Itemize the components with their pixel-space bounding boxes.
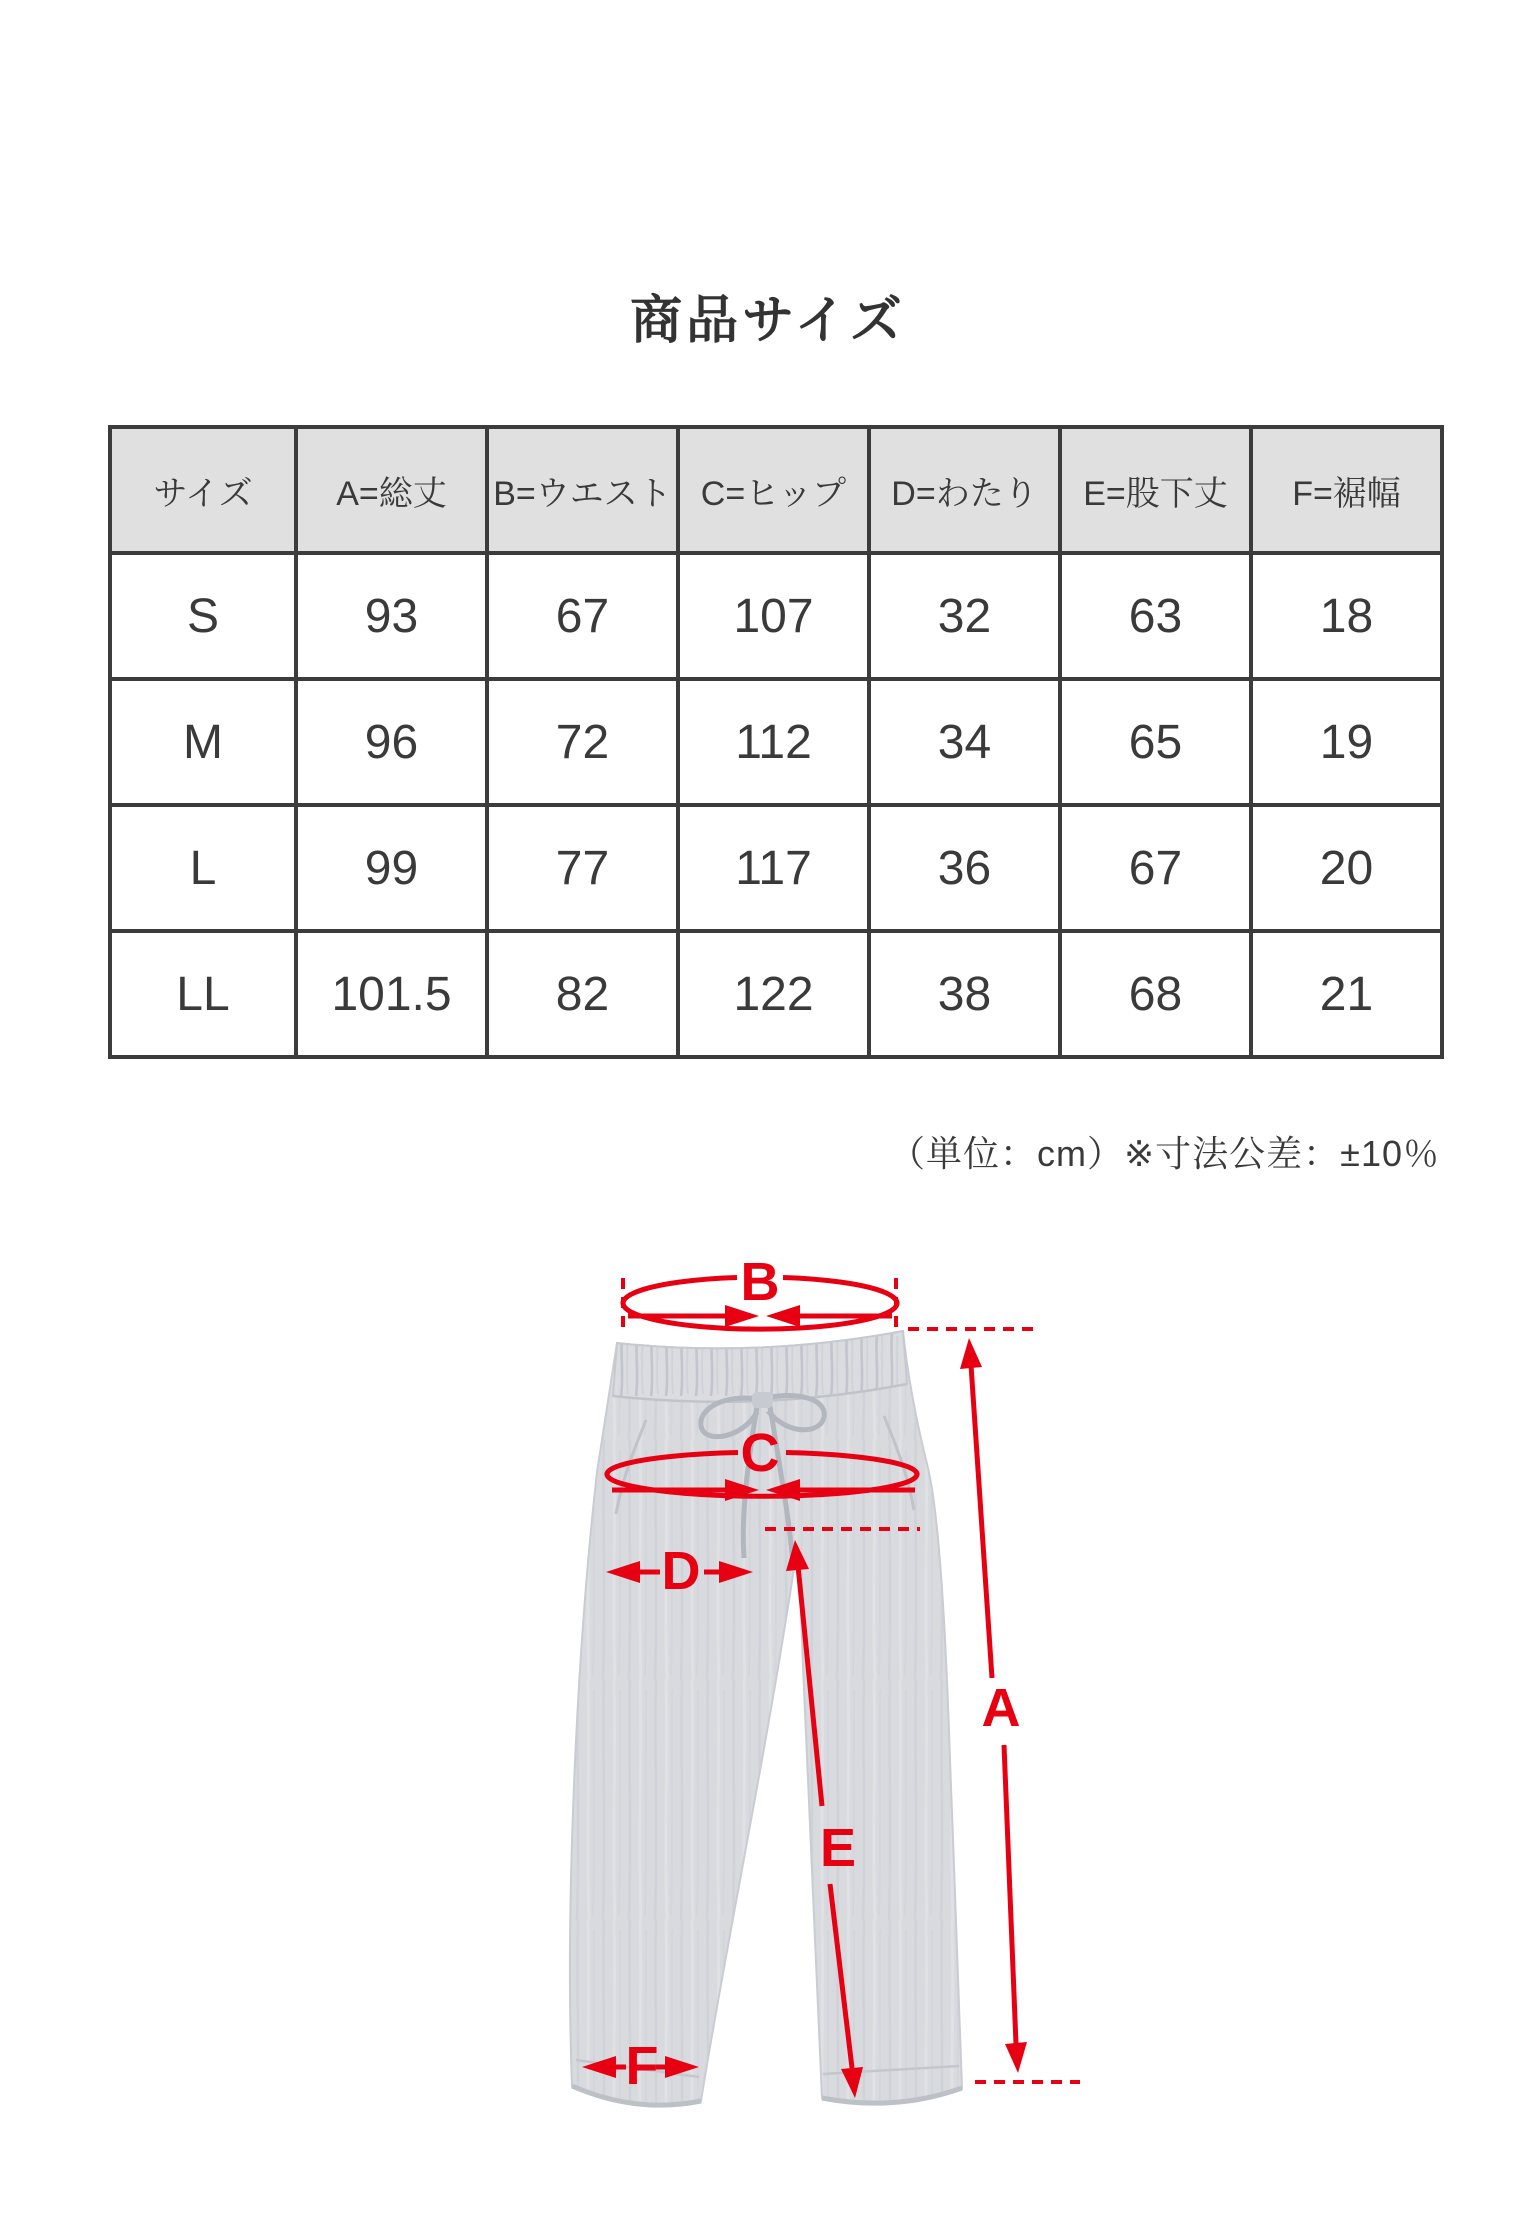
column-header-a: A=総丈 xyxy=(296,427,487,553)
label-e: E xyxy=(819,1818,857,1878)
column-header-c: C=ヒップ xyxy=(678,427,869,553)
measure-a-arrowhead-top xyxy=(960,1338,982,1369)
value-cell: 96 xyxy=(296,679,487,805)
column-header-d: D=わたり xyxy=(869,427,1060,553)
value-cell: 107 xyxy=(678,553,869,679)
label-d: D xyxy=(661,1541,701,1601)
column-header-size: サイズ xyxy=(110,427,296,553)
value-cell: 82 xyxy=(487,931,678,1057)
label-c: C xyxy=(740,1423,780,1483)
size-cell: L xyxy=(110,805,296,931)
label-b: B xyxy=(740,1252,780,1312)
label-a: A xyxy=(981,1678,1021,1738)
value-cell: 67 xyxy=(487,553,678,679)
value-cell: 93 xyxy=(296,553,487,679)
value-cell: 68 xyxy=(1060,931,1251,1057)
value-cell: 67 xyxy=(1060,805,1251,931)
value-cell: 122 xyxy=(678,931,869,1057)
value-cell: 36 xyxy=(869,805,1060,931)
value-cell: 34 xyxy=(869,679,1060,805)
measure-a-arrowhead-bottom xyxy=(1005,2042,1027,2073)
value-cell: 117 xyxy=(678,805,869,931)
column-header-f: F=裾幅 xyxy=(1251,427,1442,553)
column-header-e: E=股下丈 xyxy=(1060,427,1251,553)
size-cell: S xyxy=(110,553,296,679)
label-f: F xyxy=(625,2036,659,2096)
drawstring-knot xyxy=(752,1392,773,1408)
value-cell: 101.5 xyxy=(296,931,487,1057)
value-cell: 21 xyxy=(1251,931,1442,1057)
value-cell: 65 xyxy=(1060,679,1251,805)
value-cell: 112 xyxy=(678,679,869,805)
value-cell: 20 xyxy=(1251,805,1442,931)
value-cell: 38 xyxy=(869,931,1060,1057)
size-cell: M xyxy=(110,679,296,805)
column-header-b: B=ウエスト xyxy=(487,427,678,553)
measure-a-line-bottom xyxy=(1004,1745,1016,2044)
unit-note: （単位：cm）※寸法公差：±10％ xyxy=(889,1133,1440,1174)
value-cell: 99 xyxy=(296,805,487,931)
measure-a-line-top xyxy=(971,1365,992,1678)
value-cell: 19 xyxy=(1251,679,1442,805)
page-title: 商品サイズ xyxy=(630,292,906,350)
value-cell: 63 xyxy=(1060,553,1251,679)
value-cell: 32 xyxy=(869,553,1060,679)
size-cell: LL xyxy=(110,931,296,1057)
value-cell: 18 xyxy=(1251,553,1442,679)
value-cell: 77 xyxy=(487,805,678,931)
value-cell: 72 xyxy=(487,679,678,805)
